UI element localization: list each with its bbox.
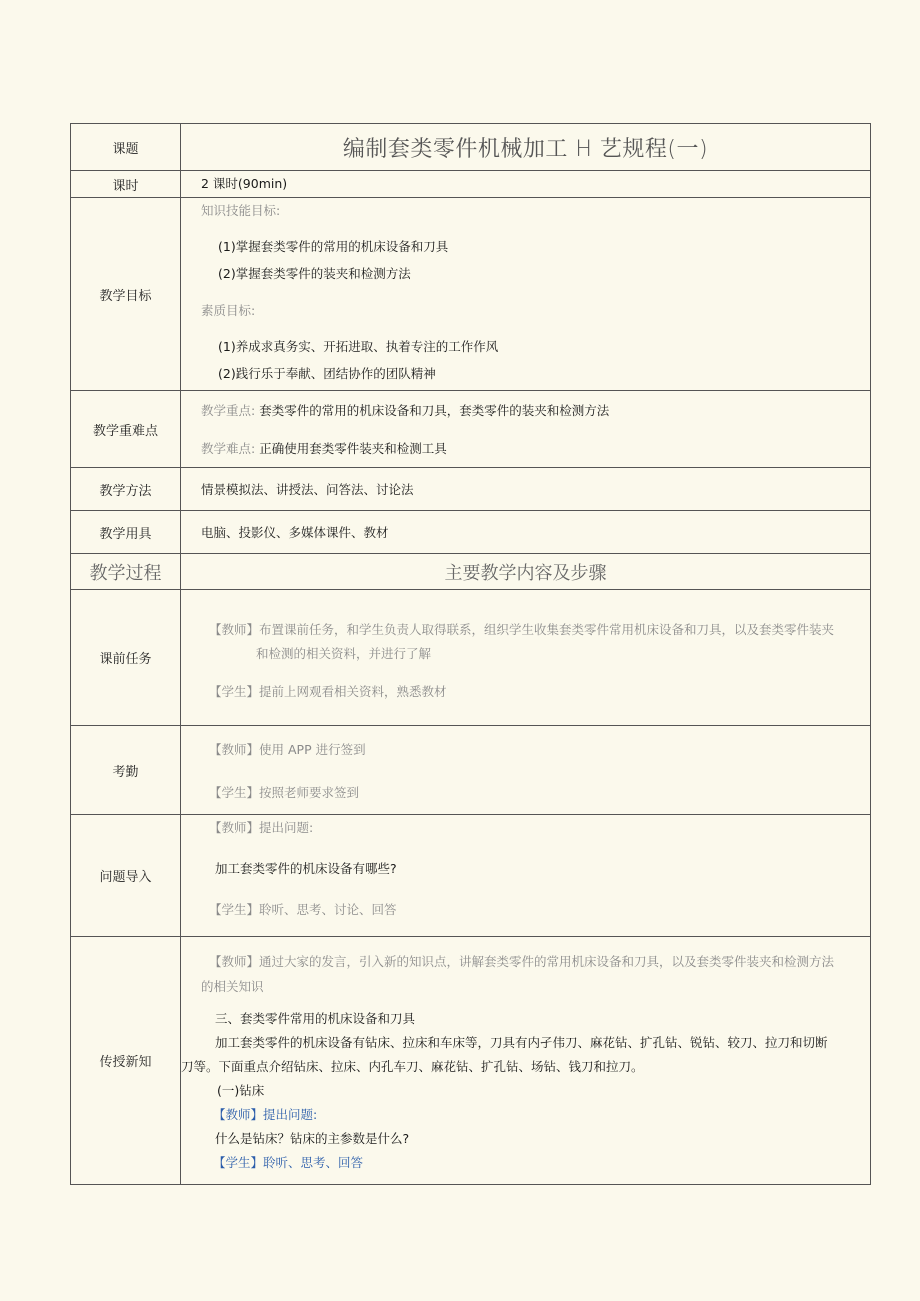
teacher-line: 【教师】使用 APP 进行签到 [209, 742, 366, 757]
tools-value: 电脑、投影仪、多媒体课件、教材 [201, 525, 389, 540]
row-label: 教学方法 [71, 468, 181, 510]
knowledge-heading: 知识技能目标: [201, 203, 281, 218]
question-text: 加工套类零件的机床设备有哪些? [215, 861, 397, 876]
quality-heading: 素质目标: [201, 303, 256, 318]
student-line: 【学生】按照老师要求签到 [209, 785, 360, 800]
row-label: 考勤 [71, 726, 181, 814]
row-methods [71, 468, 870, 511]
row-key-points [71, 391, 870, 468]
difficulty-prefix: 教学难点: [201, 441, 256, 456]
row-label: 传授新知 [71, 937, 181, 1184]
difficulty-text: 正确使用套类零件装夹和检测工具 [259, 441, 447, 456]
lesson-plan-table [70, 123, 871, 1185]
teacher-line: 的相关知识 [201, 979, 264, 994]
row-process-header [71, 554, 870, 590]
row-hours [71, 171, 870, 198]
goal-item: (2)掌握套类零件的装夹和检测方法 [218, 266, 411, 281]
row-attendance [71, 726, 870, 815]
hours-value: 2 课时(90min) [201, 176, 288, 191]
row-new-knowledge [71, 937, 870, 1184]
section-heading: 三、套类零件常用的机床设备和刀具 [215, 1011, 416, 1026]
goal-item: (1)掌握套类零件的常用的机床设备和刀具 [218, 239, 449, 254]
row-label: 教学目标 [71, 198, 181, 390]
row-label: 课前任务 [71, 590, 181, 725]
methods-value: 情景模拟法、讲授法、问答法、讨论法 [201, 482, 414, 497]
paragraph-line: 加工套类零件的机床设备有钻床、拉床和车床等，刀具有内孑伟刀、麻花钻、扩孔钻、锐钻、较刀、拉刀和切断 [215, 1035, 828, 1050]
process-label: 教学过程 [71, 554, 181, 589]
process-content-heading: 主要教学内容及步骤 [444, 562, 607, 584]
goal-item: (1)养成求真务实、开拓进取、执着专注的工作作风 [218, 339, 499, 354]
paragraph-line: 刀等。下面重点介绍钻床、拉床、内孔车刀、麻花钻、扩孔钻、场钻、钱刀和拉刀。 [181, 1059, 644, 1074]
row-title [71, 124, 870, 171]
row-label: 课时 [71, 171, 181, 197]
focus-line [201, 403, 609, 419]
goal-item: (2)践行乐于奉献、团结协作的团队精神 [218, 366, 436, 381]
page-title: 编制套类零件机械加工 H 艺规程(一) [342, 136, 709, 162]
difficulty-line [201, 441, 447, 457]
question-text: 什么是钻床？钻床的主参数是什么? [215, 1131, 410, 1146]
row-pre-class [71, 590, 870, 726]
subsection-heading: (一)钻床 [217, 1083, 265, 1098]
teacher-line: 和检测的相关资料，并进行了解 [256, 646, 432, 661]
row-intro [71, 815, 870, 937]
row-label: 教学用具 [71, 511, 181, 553]
row-goals [71, 198, 870, 391]
row-label: 教学重难点 [71, 391, 181, 467]
student-line: 【学生】聆听、思考、讨论、回答 [209, 902, 397, 917]
teacher-question: 【教师】提出问题: [213, 1107, 318, 1122]
student-line: 【学生】聆听、思考、回答 [213, 1155, 364, 1170]
teacher-line: 【教师】通过大家的发言，引入新的知识点，讲解套类零件的常用机床设备和刀具，以及套类零件装夹和检测方法 [209, 954, 835, 969]
teacher-line: 【教师】提出问题: [209, 820, 314, 835]
row-label: 课题 [71, 124, 181, 170]
row-label: 问题导入 [71, 815, 181, 936]
row-tools [71, 511, 870, 554]
focus-prefix: 教学重点: [201, 403, 256, 418]
teacher-line: 【教师】布置课前任务，和学生负责人取得联系，组织学生收集套类零件常用机床设备和刀具，以及套类零件装夹 [209, 622, 835, 637]
focus-text: 套类零件的常用的机床设备和刀具，套类零件的装夹和检测方法 [259, 403, 610, 418]
student-line: 【学生】提前上网观看相关资料，熟悉教材 [209, 684, 447, 699]
